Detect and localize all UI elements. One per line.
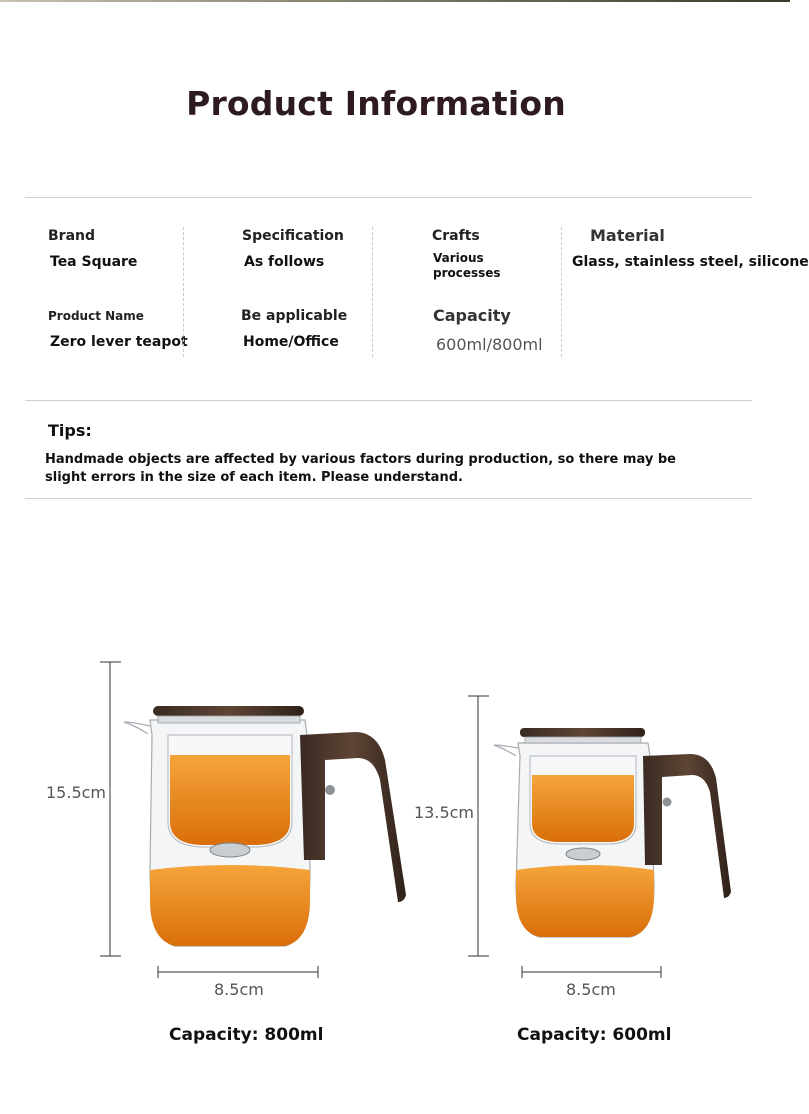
tips-text: Handmade objects are affected by various factors during production, so there may be slight errors in the size of each item. Please understand. — [45, 452, 676, 485]
teapot-800ml — [46, 662, 406, 999]
crafts-value: Various processes — [433, 251, 501, 280]
specification-label: Specification — [242, 228, 344, 244]
applicable-label: Be applicable — [241, 308, 348, 324]
width-label: 8.5cm — [214, 980, 264, 999]
divider-middle — [25, 400, 752, 401]
capacity-value: 600ml/800ml — [436, 335, 543, 354]
capacity-caption-600ml: Capacity: 600ml — [517, 1025, 672, 1045]
page-title: Product Information — [186, 84, 566, 123]
height-label: 15.5cm — [46, 783, 107, 802]
product-name-label: Product Name — [48, 309, 144, 323]
height-label: 13.5cm — [414, 803, 475, 822]
divider-bottom — [25, 498, 752, 499]
material-label: Material — [590, 226, 665, 245]
product-name-value: Zero lever teapot — [50, 334, 188, 350]
brand-label: Brand — [48, 228, 96, 244]
divider-top — [25, 197, 752, 198]
brand-value: Tea Square — [50, 254, 138, 270]
applicable-value: Home/Office — [243, 334, 339, 350]
capacity-label: Capacity — [433, 306, 511, 325]
column-divider — [561, 227, 562, 357]
tips-title: Tips: — [48, 421, 92, 440]
teapot-dimension-figure — [0, 640, 790, 999]
column-divider — [372, 227, 373, 357]
specification-value: As follows — [244, 254, 325, 270]
column-divider — [183, 227, 184, 357]
teapot-600ml — [414, 696, 731, 999]
top-accent-bar — [0, 0, 790, 2]
capacity-caption-800ml: Capacity: 800ml — [169, 1025, 324, 1045]
crafts-label: Crafts — [432, 228, 480, 244]
material-value: Glass, stainless steel, silicone — [572, 254, 809, 270]
width-label: 8.5cm — [566, 980, 616, 999]
